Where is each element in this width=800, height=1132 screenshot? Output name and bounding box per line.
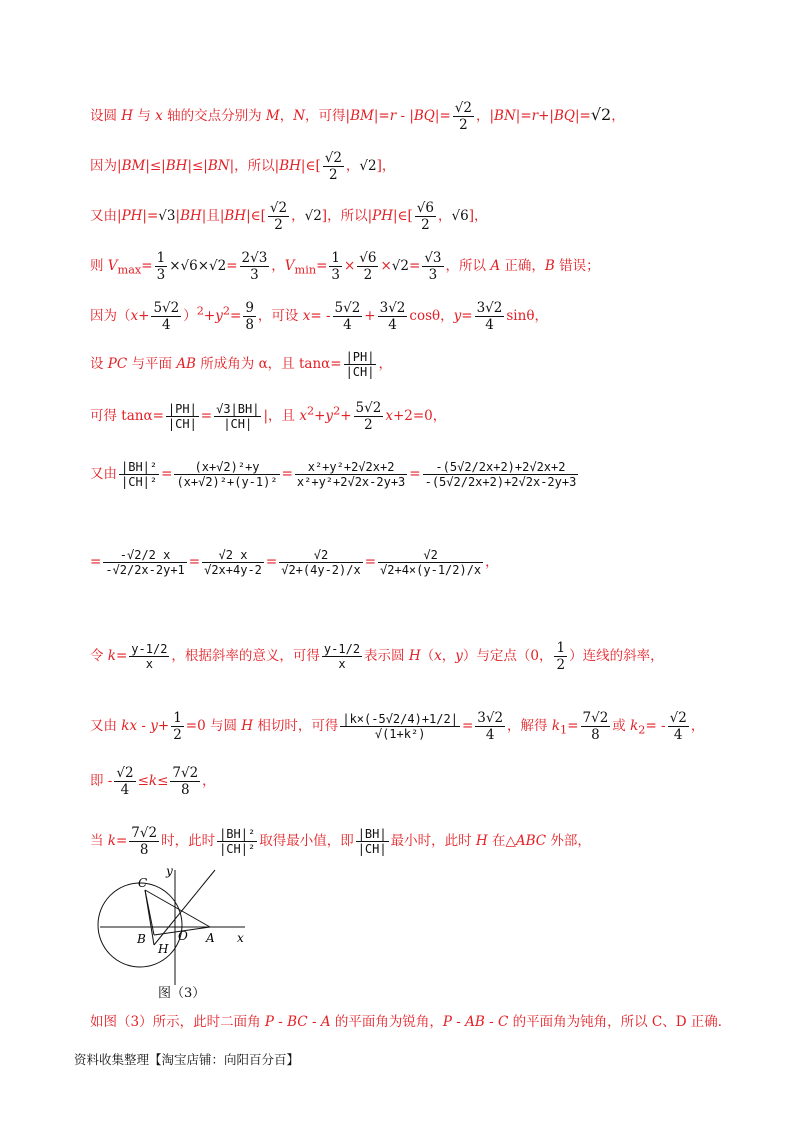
line-11: 即 - $\frac{√2}{4}$ ≤k≤ $\frac{7√2}{8}$ ，	[90, 765, 216, 798]
label-b: B	[137, 932, 146, 946]
line-1: 设圆 H 与 x 轴的交点分别为 M，N，可得|BM|=r - |BQ|= $\frac{√2}{2}$ ，|BN|=r+|BQ|=√2，	[90, 100, 625, 133]
line-8: 又由 $\frac{\text{|BH|²}}{\text{|CH|²}}$ = $\frac{\text{(x+√2)²+y}}{\text{(x+√2)²+(y-1)²}}$ = $\frac{\text{x²+y²+2√2x+2}}{\text{x²+y²+2√2x-2y+3}}$ = $\frac{-(5√2/2x+2)+2√2x+2}{-(5√2/2x+2)+2√2x-2y+3}$	[90, 460, 577, 489]
label-a: A	[206, 931, 215, 945]
line-10: 又由 kx - y+ $\frac{1}{2}$ =0 与圆 H 相切时，可得 $\frac{|k\times(-5√2/4)+1/2|}{\text{√(1+k²)}}$ = $\frac{3√2}{4}$ ，解得 $k_1=$ $\frac{7√2}{8}$ 或 $k_2=$ - $\frac{√2}{4}$ ，	[90, 710, 705, 743]
line-5: 因为（x+ $\frac{5√2}{4}$ ）$^2+y^2=$ $\frac{9}{8}$ ，可设 x= - $\frac{5√2}{4}$ + $\frac{3√2}{4}$ cosθ，y= $\frac{3√2}{4}$ sinθ，	[90, 300, 548, 333]
line-3: 又由|PH|=√3|BH|且|BH|∈[ $\frac{√2}{2}$ ，√2]，所以|PH|∈[ $\frac{√6}{2}$ ，√6]，	[90, 200, 488, 233]
label-o: O	[178, 929, 188, 943]
line-9: 令 k= $\frac{y-1/2}{x}$ ，根据斜率的意义，可得 $\frac{y-1/2}{x}$ 表示圆 H（x，y）与定点（0， $\frac{1}{2}$ ）连线的斜率，	[90, 640, 664, 673]
figure-caption: 图（3）	[158, 986, 206, 1001]
line-8b: = $\frac{-√2/2 x}{-√2/2x-2y+1}$ = $\frac{√2 x}{√2x+4y-2}$ = $\frac{√2}{√2+(4y-2)/x}$ = $\frac{√2}{√2+4\times(y-1/2)/x}$ ，	[90, 548, 499, 577]
line-2: 因为|BM|≤|BH|≤|BN|，所以|BH|∈[ $\frac{√2}{2}$ ，√2]，	[90, 150, 396, 183]
label-y: y	[166, 865, 173, 878]
figure-3	[90, 865, 260, 990]
line-7: 可得 tanα= $\frac{|PH|}{|CH|}$ = $\frac{√3|BH|}{|CH|}$ |，且 $x^2+y^2+$ $\frac{5√2}{2}$ x+2=0，	[90, 400, 447, 433]
label-c: C	[138, 876, 148, 890]
line-12: 当 k= $\frac{7√2}{8}$ 时，此时 $\frac{\text{|BH|²}}{\text{|CH|²}}$ 取得最小值，即 $\frac{|BH|}{|CH|}$ 最小时，此时 H 在△ABC 外部，	[90, 825, 591, 858]
label-x: x	[237, 931, 244, 945]
line-13: 如图（3）所示，此时二面角 P - BC - A 的平面角为锐角，P - AB - C 的平面角为钝角，所以 C、D 正确．	[90, 1014, 732, 1030]
line-4: 则 $V_{max}=$ $\frac{1}{3}$ ×√6×√2= $\frac{2√3}{3}$ ，$V_{min}=$ $\frac{1}{3}$ × $\frac{√6}{2}$ ×√2= $\frac{√3}{3}$ ，所以 A 正确，B 错误；	[90, 250, 600, 283]
line-6: 设 PC 与平面 AB 所成角为 α，且 tanα= $\frac{|PH|}{|CH|}$ ，	[90, 350, 392, 379]
footer-text: 资料收集整理【淘宝店铺：向阳百分百】	[74, 1052, 300, 1067]
label-h: H	[158, 942, 169, 956]
